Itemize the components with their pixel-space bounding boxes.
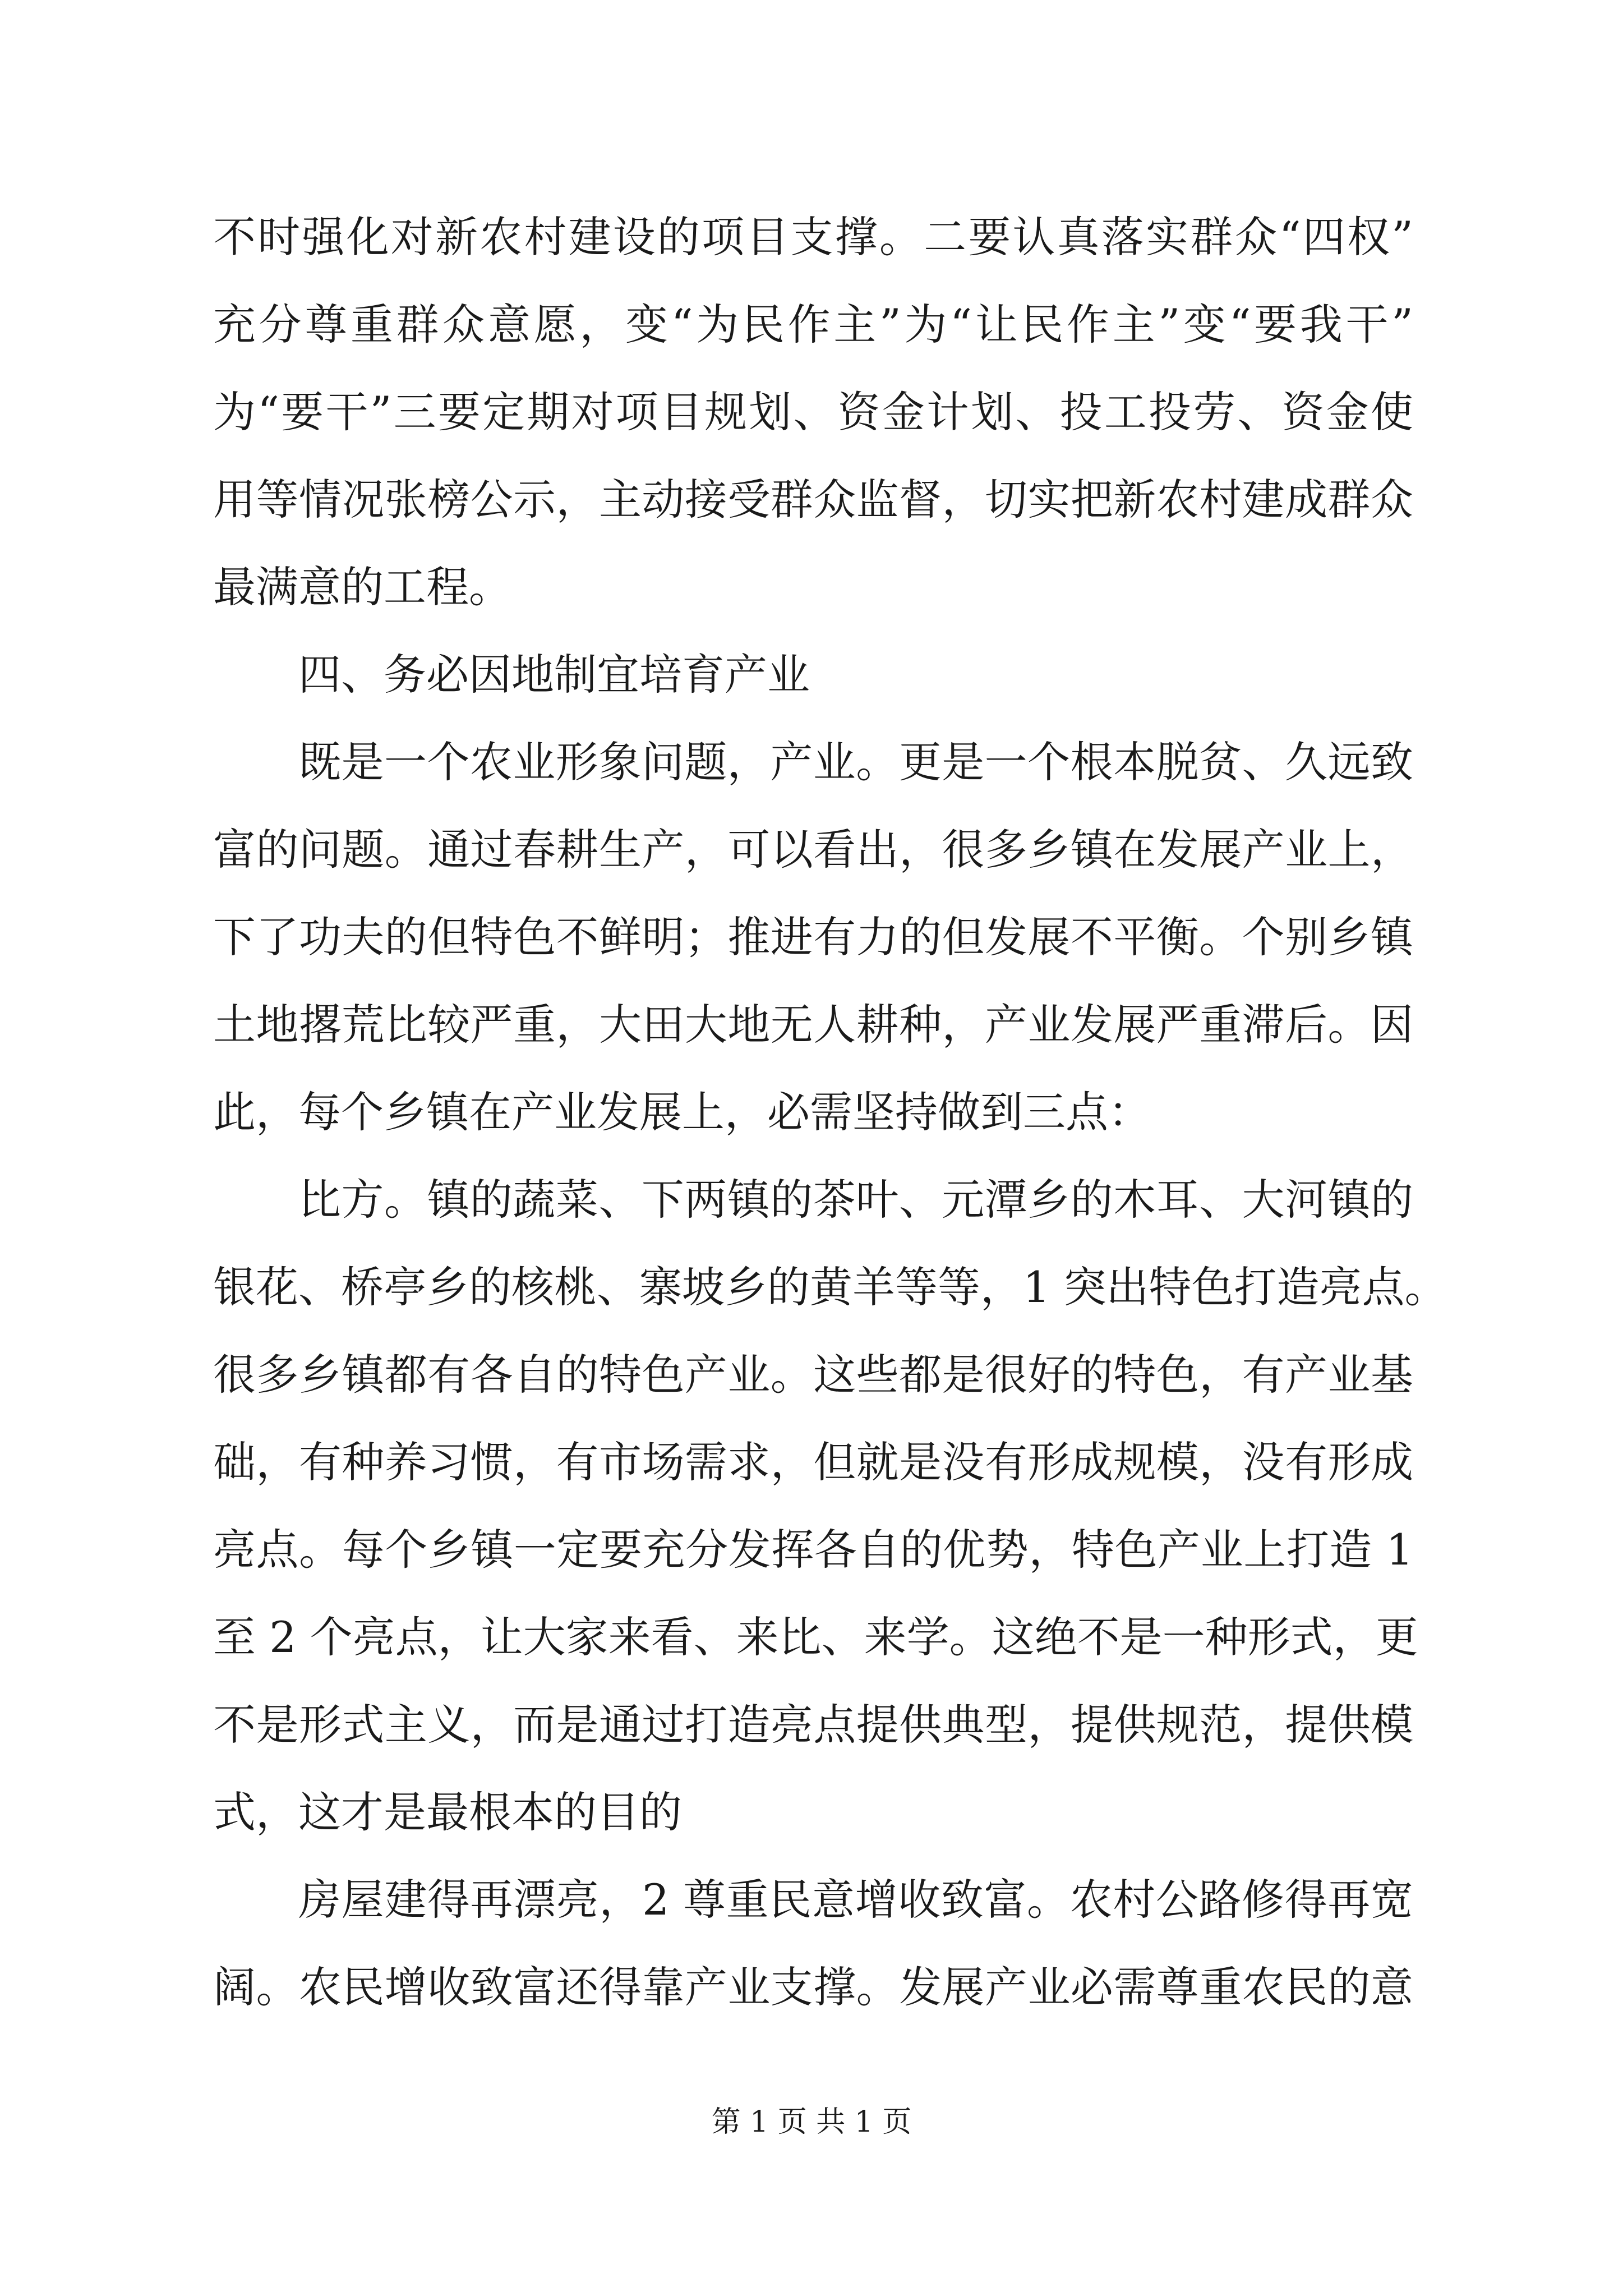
- text-line: 不时强化对新农村建设的项目支撑。二要认真落实群众“四权”: [213, 212, 1413, 262]
- text-line: 富的问题。通过春耕生产，可以看出，很多乡镇在发展产业上，: [213, 825, 1413, 875]
- text-line: 下了功夫的但特色不鲜明；推进有力的但发展不平衡。个别乡镇: [213, 912, 1413, 962]
- text-line: 础，有种养习惯，有市场需求，但就是没有形成规模，没有形成: [213, 1437, 1413, 1487]
- text-line: 充分尊重群众意愿，变“为民作主”为“让民作主”变“要我干”: [213, 300, 1413, 349]
- text-line: 银花、桥亭乡的核桃、寨坡乡的黄羊等等，1 突出特色打造亮点。: [213, 1262, 1447, 1312]
- text-line: 至 2 个亮点，让大家来看、来比、来学。这绝不是一种形式，更: [213, 1612, 1418, 1662]
- text-line: 房屋建得再漂亮，2 尊重民意增收致富。农村公路修得再宽: [298, 1875, 1413, 1925]
- text-line: 既是一个农业形象问题，产业。更是一个根本脱贫、久远致: [298, 737, 1413, 787]
- text-line: 很多乡镇都有各自的特色产业。这些都是很好的特色，有产业基: [213, 1350, 1413, 1400]
- section-heading: 四、务必因地制宜培育产业: [298, 650, 810, 700]
- text-line: 比方。镇的蔬菜、下两镇的茶叶、元潭乡的木耳、大河镇的: [298, 1175, 1413, 1225]
- text-line: 此，每个乡镇在产业发展上，必需坚持做到三点：: [213, 1087, 1151, 1137]
- text-line: 用等情况张榜公示，主动接受群众监督，切实把新农村建成群众: [213, 475, 1413, 524]
- text-line: 阔。农民增收致富还得靠产业支撑。发展产业必需尊重农民的意: [213, 1962, 1413, 2012]
- text-line: 式，这才是最根本的目的: [213, 1787, 682, 1837]
- text-line: 不是形式主义，而是通过打造亮点提供典型，提供规范，提供模: [213, 1700, 1413, 1750]
- text-line: 最满意的工程。: [213, 562, 511, 612]
- text-line: 为“要干”三要定期对项目规划、资金计划、投工投劳、资金使: [213, 387, 1413, 437]
- document-body: [213, 194, 1447, 2031]
- text-line: 亮点。每个乡镇一定要充分发挥各自的优势，特色产业上打造 1: [213, 1525, 1413, 1575]
- text-line: 土地撂荒比较严重，大田大地无人耕种，产业发展严重滞后。因: [213, 1000, 1413, 1050]
- page-footer: 第 1 页 共 1 页: [711, 2105, 912, 2139]
